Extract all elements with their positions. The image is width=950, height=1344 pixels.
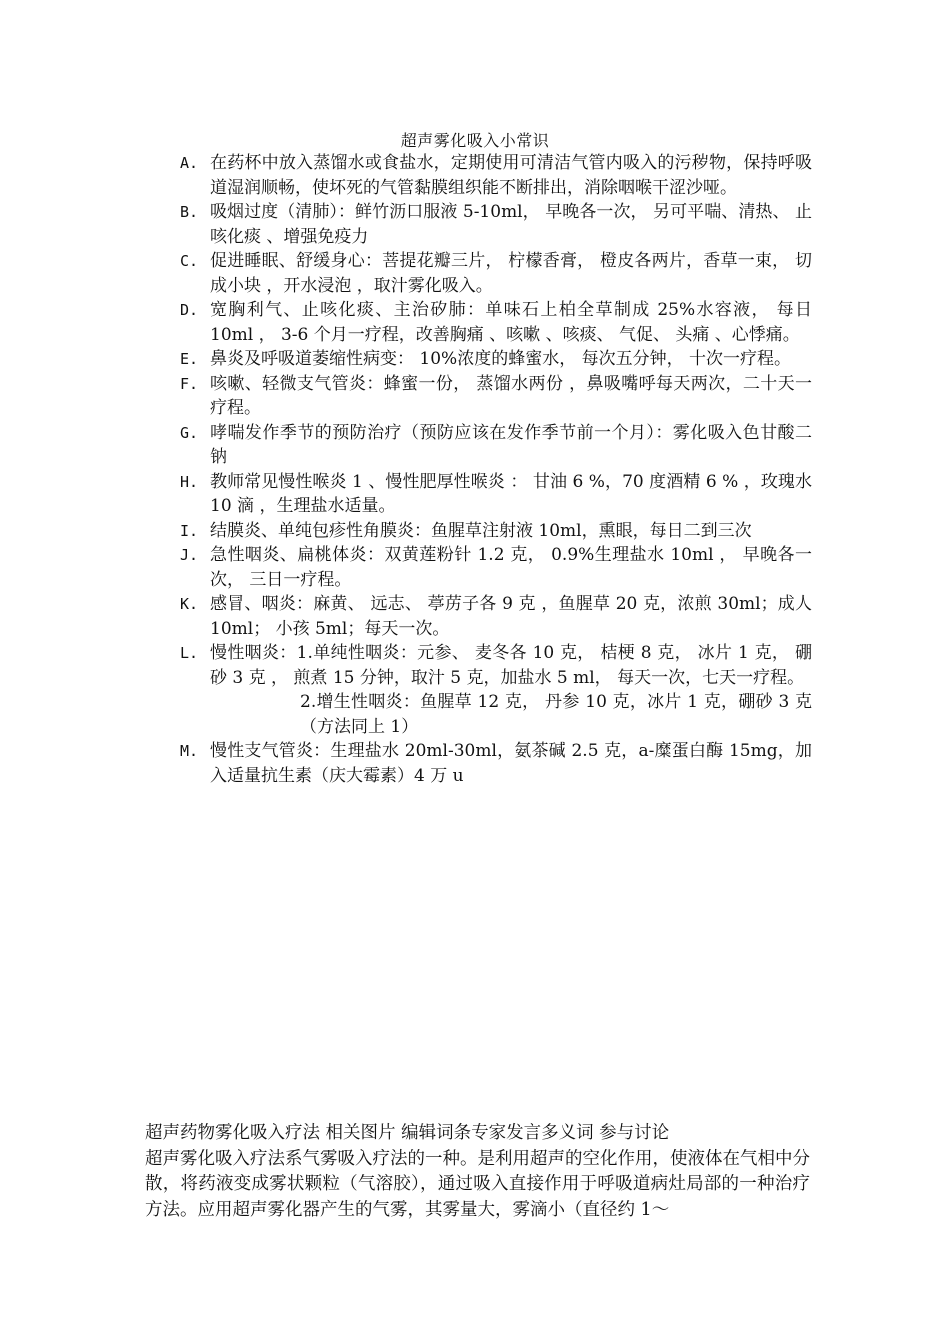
therapy-section xyxy=(145,1121,810,1223)
item-text: 哮喘发作季节的预防治疗（预防应该在发作季节前一个月）：雾化吸入色甘酸二钠 xyxy=(210,422,812,467)
list-item-c xyxy=(180,249,812,298)
item-letter: G. xyxy=(180,423,199,442)
list-item-m xyxy=(180,739,812,788)
item-text: 感冒、咽炎：麻黄、 远志、 葶苈子各 9 克 ，鱼腥草 20 克，浓煎 30ml；成人 10ml； 小孩 5ml；每天一次。 xyxy=(210,594,812,639)
item-letter: C. xyxy=(180,252,199,270)
list-item-i xyxy=(180,519,812,544)
list-item-e xyxy=(180,347,812,372)
list-item-k xyxy=(180,592,812,641)
list-item-l xyxy=(180,641,812,739)
tips-list xyxy=(180,151,812,788)
item-letter: I. xyxy=(180,521,199,540)
item-text: 在药杯中放入蒸馏水或食盐水，定期使用可清洁气管内吸入的污秽物，保持呼吸道湿润顺畅，使坏死的气管黏膜组织能不断排出，消除咽喉干涩沙哑。 xyxy=(210,153,812,198)
section-paragraph: 超声雾化吸入疗法系气雾吸入疗法的一种。是利用超声的空化作用，使液体在气相中分散，将药液变成雾状颗粒（气溶胶），通过吸入直接作用于呼吸道病灶局部的一种治疗方法。应用超声雾化器产生的气雾，其雾量大，雾滴小（直径约 1～ xyxy=(145,1148,810,1220)
item-text: 教师常见慢性喉炎 1 、慢性肥厚性喉炎 ： 甘油 6 %，70 度酒精 6 % ，玫瑰水 10 滴 ，生理盐水适量。 xyxy=(210,471,812,516)
item-text: 鼻炎及呼吸道萎缩性病变： 10%浓度的蜂蜜水， 每次五分钟， 十次一疗程。 xyxy=(210,349,791,369)
item-letter: J. xyxy=(180,546,199,564)
item-text: 咳嗽、轻微支气管炎：蜂蜜一份， 蒸馏水两份 ，鼻吸嘴呼每天两次，二十天一疗程。 xyxy=(210,373,812,418)
list-item-j xyxy=(180,543,812,592)
list-item-d xyxy=(180,298,812,347)
item-letter: L. xyxy=(180,644,199,662)
list-item-h xyxy=(180,470,812,519)
item-letter: M. xyxy=(180,742,199,760)
item-text: 慢性咽炎：1.单纯性咽炎：元参、 麦冬各 10 克， 桔梗 8 克， 冰片 1 克， 硼砂 3 克 ， 煎煮 15 分钟，取汁 5 克，加盐水 5 ml， 每天一次，七天一疗程。 xyxy=(210,643,812,688)
item-letter: H. xyxy=(180,472,199,491)
item-letter: B. xyxy=(180,203,199,221)
item-text: 结膜炎、单纯包疹性角膜炎：鱼腥草注射液 10ml，熏眼，每日二到三次 xyxy=(210,520,752,541)
list-item-g xyxy=(180,421,812,470)
item-letter: A. xyxy=(180,154,199,172)
item-letter: E. xyxy=(180,350,199,368)
item-letter: D. xyxy=(180,301,199,319)
item-text: 促进睡眠、舒缓身心：菩提花瓣三片， 柠檬香膏， 橙皮各两片，香草一束， 切成小块 ，开水浸泡 ，取汁雾化吸入。 xyxy=(210,251,812,296)
item-text: 慢性支气管炎：生理盐水 20ml-30ml，氨茶碱 2.5 克，a-糜蛋白酶 15mg，加入适量抗生素（庆大霉素）4 万 u xyxy=(210,741,812,786)
document-title: 超声雾化吸入小常识 xyxy=(400,131,550,150)
item-letter: K. xyxy=(180,595,199,613)
list-item-b xyxy=(180,200,812,249)
list-item-a xyxy=(180,151,812,200)
item-text: 宽胸利气、止咳化痰、主治矽肺：单味石上柏全草制成 25%水容液， 每日 10ml ， 3-6 个月一疗程，改善胸痛 、咳嗽 、咳痰、 气促、 头痛 、心悸痛。 xyxy=(210,300,812,345)
item-subtext: 2.增生性咽炎：鱼腥草 12 克， 丹参 10 克，冰片 1 克，硼砂 3 克（方法同上 1） xyxy=(300,692,812,737)
section-heading: 超声药物雾化吸入疗法 相关图片 编辑词条专家发言多义词 参与讨论 xyxy=(145,1123,670,1143)
item-text: 吸烟过度（清肺）：鲜竹沥口服液 5-10ml， 早晚各一次， 另可平喘、清热、 止咳化痰 、增强免疫力 xyxy=(210,202,812,247)
list-item-f xyxy=(180,372,812,421)
item-text: 急性咽炎、扁桃体炎：双黄莲粉针 1.2 克， 0.9%生理盐水 10ml ， 早晚各一次， 三日一疗程。 xyxy=(210,545,812,590)
item-letter: F. xyxy=(180,374,199,393)
